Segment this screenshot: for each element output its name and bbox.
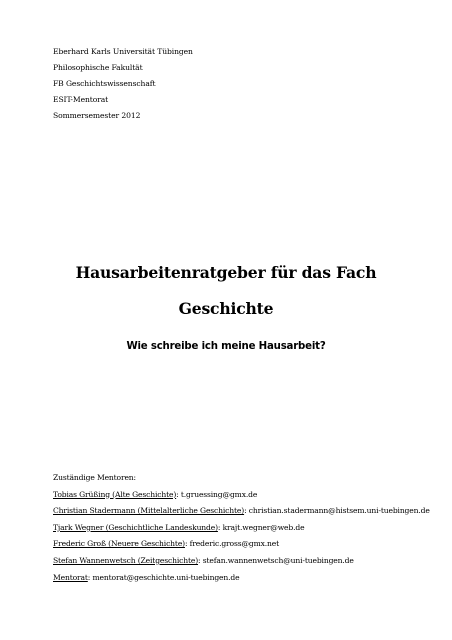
institution-header [53, 44, 193, 124]
mentor-entry [53, 570, 430, 587]
mentors-heading: Zuständige Mentoren: [53, 473, 136, 482]
mentor-separator: : [87, 572, 93, 582]
mentor-entry [53, 520, 430, 537]
mentor-email[interactable]: frederic.gross@gmx.net [189, 539, 280, 549]
mentor-entry [53, 487, 430, 504]
document-title-line-1: Hausarbeitenratgeber für das Fach [75, 263, 377, 282]
header-faculty: Philosophische Fakultät [53, 63, 143, 72]
document-title-line-2: Geschichte [178, 299, 274, 318]
mentors-section [53, 470, 430, 586]
header-program: ESIT-Mentorat [53, 95, 109, 104]
mentor-name: Christian Stadermann (Mittelalterliche Geschichte) [53, 506, 245, 516]
header-university: Eberhard Karls Universität Tübingen [53, 47, 193, 56]
mentor-name: Tjark Wegner (Geschichtliche Landeskunde) [53, 522, 218, 532]
mentor-entry [53, 503, 430, 520]
document-subtitle: Wie schreibe ich meine Hausarbeit? [126, 341, 326, 352]
mentor-email[interactable]: stefan.wannenwetsch@uni-tuebingen.de [202, 555, 354, 565]
mentor-email[interactable]: mentorat@geschichte.uni-tuebingen.de [92, 572, 240, 582]
mentor-name: Stefan Wannenwetsch (Zeitgeschichte) [53, 555, 199, 565]
mentor-name: Mentorat [53, 572, 88, 582]
mentor-separator: : [244, 506, 249, 516]
mentor-separator: : [184, 539, 190, 549]
mentor-separator: : [217, 522, 223, 532]
header-department: FB Geschichtswissenschaft [53, 79, 156, 88]
mentor-email[interactable]: krajt.wegner@web.de [222, 522, 305, 532]
mentor-entry [53, 536, 430, 553]
mentor-email[interactable]: christian.stadermann@histsem.uni-tuebingen.de [248, 506, 430, 516]
mentor-separator: : [176, 489, 181, 499]
mentor-name: Tobias Grüßing (Alte Geschichte) [53, 489, 177, 499]
mentor-email[interactable]: t.gruessing@gmx.de [180, 489, 258, 499]
mentor-separator: : [198, 555, 203, 565]
mentor-name: Frederic Groß (Neuere Geschichte) [53, 539, 185, 549]
header-semester: Sommersemester 2012 [53, 111, 141, 120]
mentor-entry [53, 553, 430, 570]
